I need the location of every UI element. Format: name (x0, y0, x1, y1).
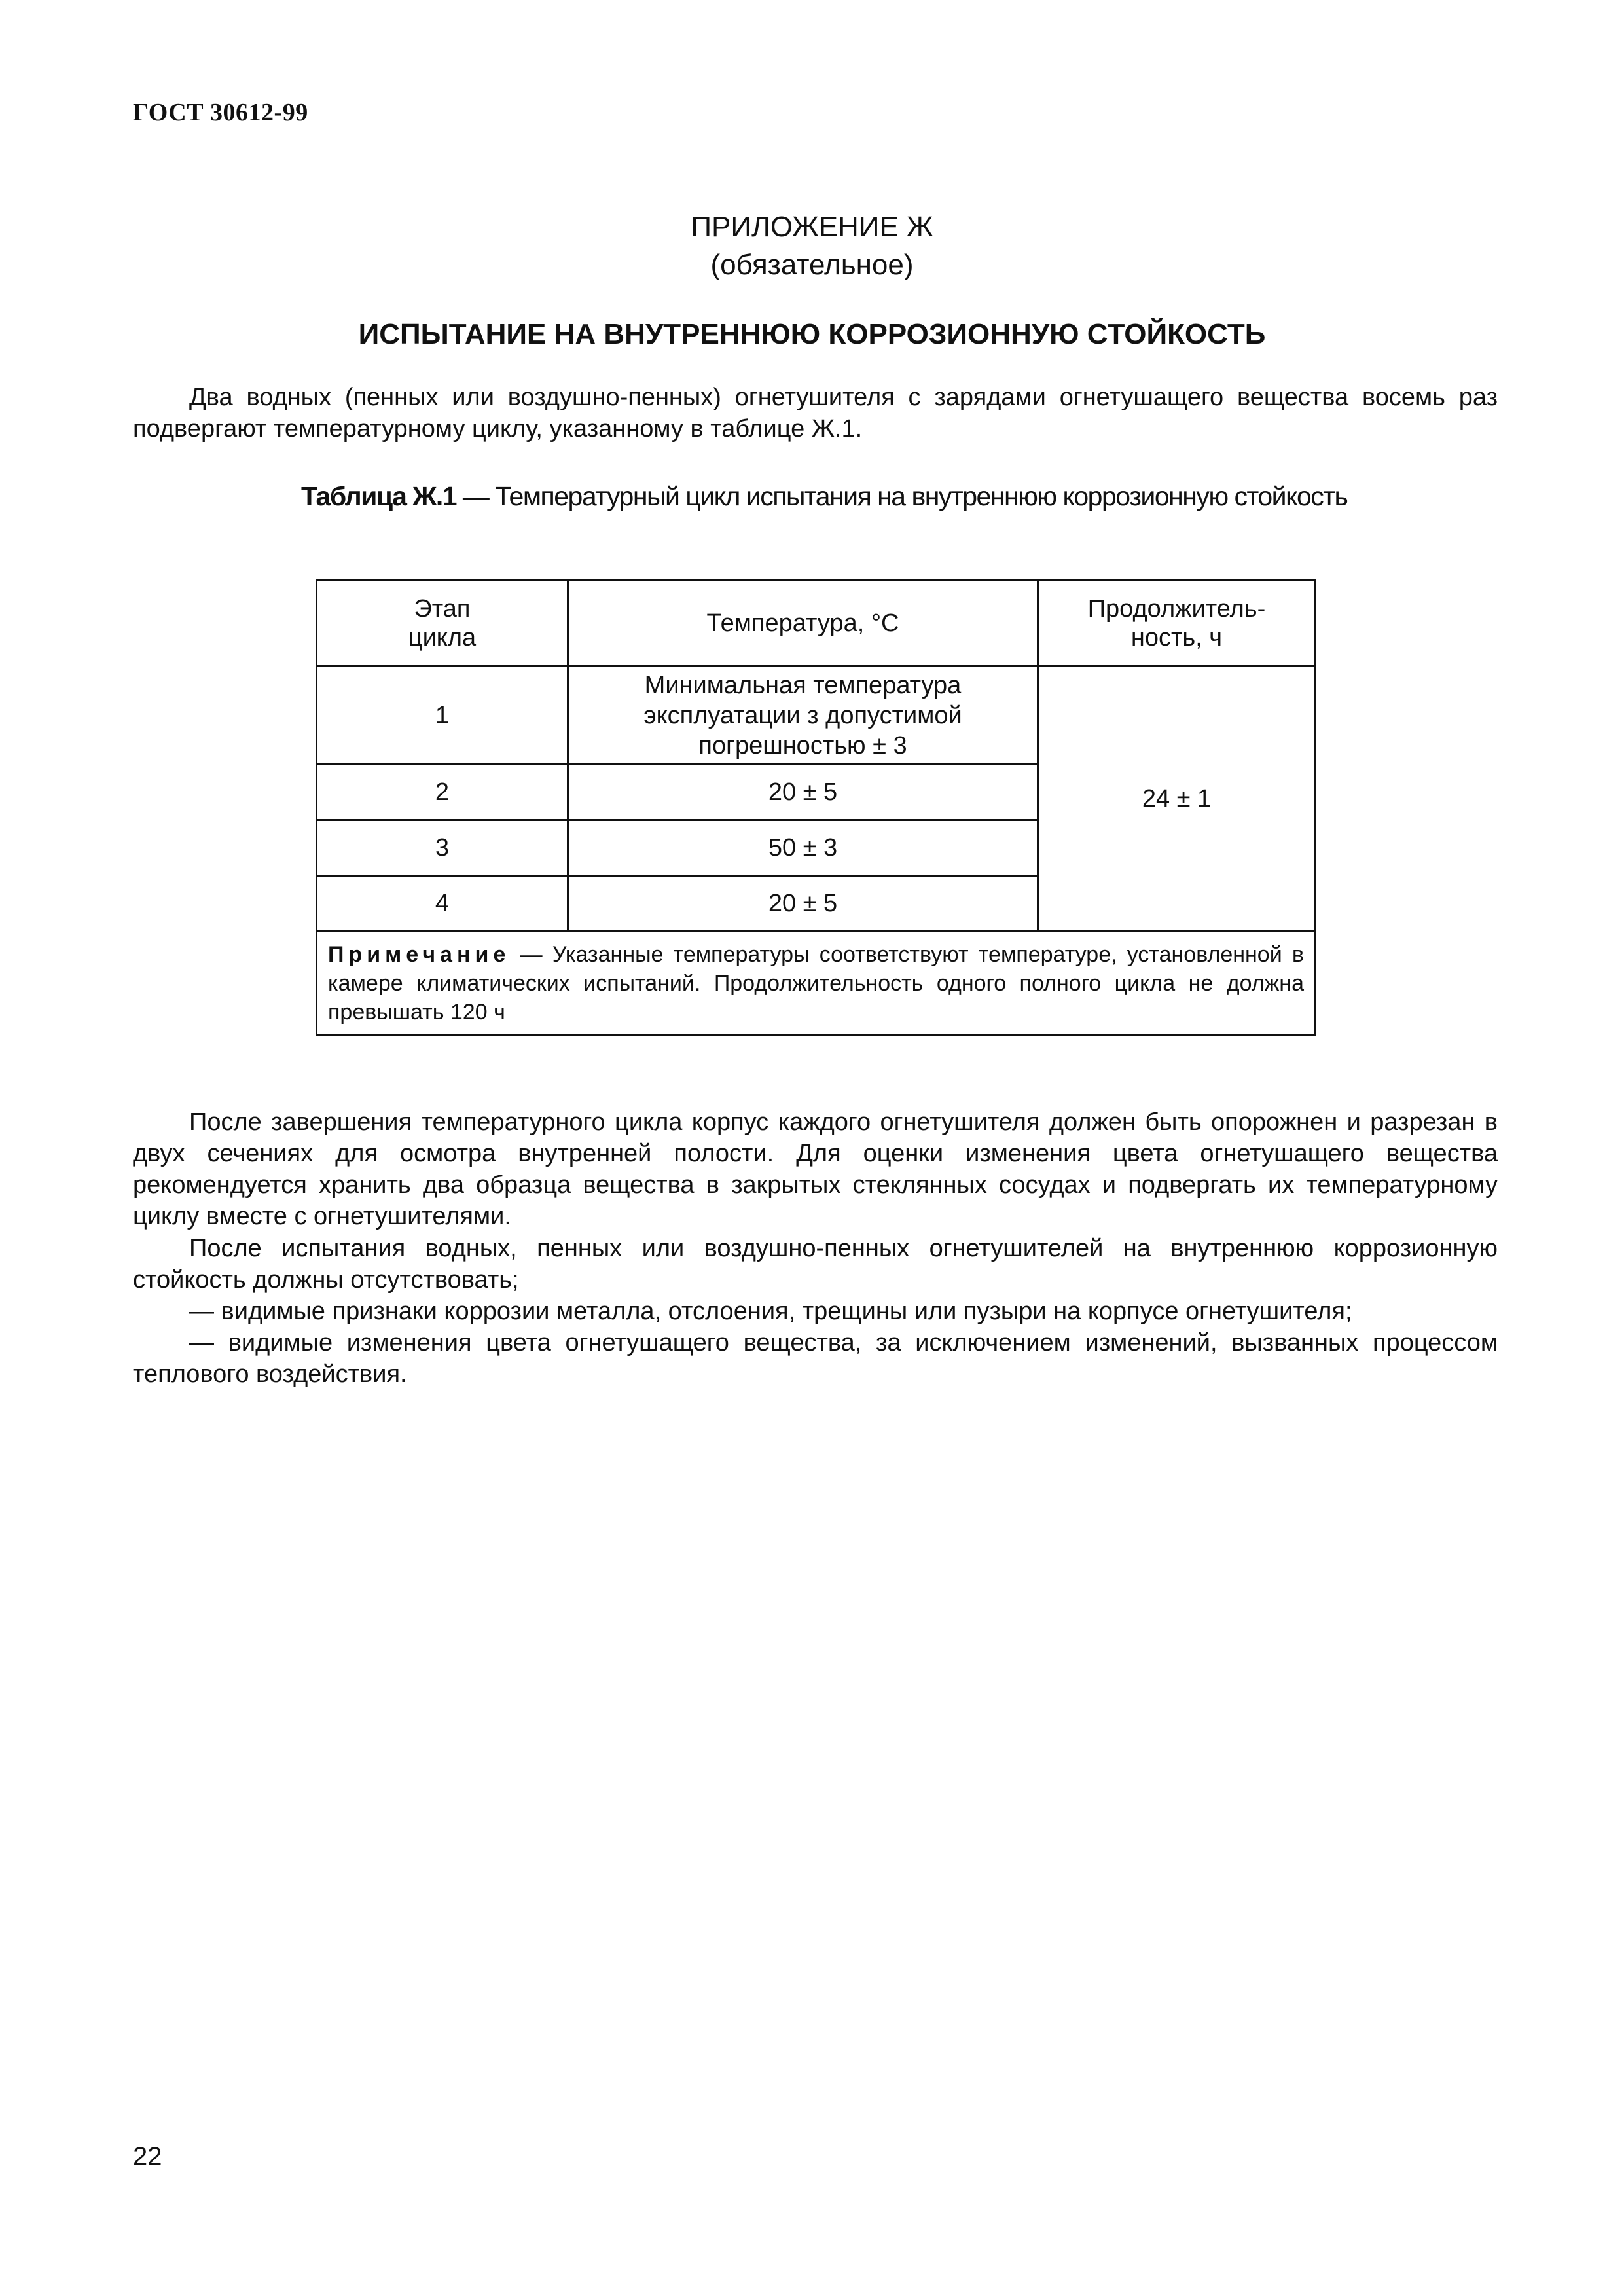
header-duration (1038, 581, 1316, 666)
page-number: 22 (133, 2142, 162, 2171)
table-header-row (317, 581, 1316, 666)
header-duration-text: Продолжитель-ность, ч (1087, 595, 1266, 651)
header-stage-text: Этап цикла (408, 595, 477, 651)
header-stage (317, 581, 568, 666)
appendix-status: (обязательное) (710, 249, 914, 281)
body-paragraph-1: После завершения температурного цикла корпус каждого огнетушителя должен быть опорожнен и разрезан в двух сечениях для осмотра внутренней полости. Для оценки изменения цвета огнетушащего вещества рекомендуется хранить два образца вещества в закрытых стеклянных сосудах и подвергать их температурному циклу вместе с огнетушителями. (133, 1108, 1498, 1230)
temperature-cell (568, 666, 1038, 765)
appendix-heading (0, 208, 1624, 284)
appendix-label: ПРИЛОЖЕНИЕ Ж (691, 211, 933, 243)
section-title: ИСПЫТАНИЕ НА ВНУТРЕННЮЮ КОРРОЗИОННУЮ СТОЙКОСТЬ (358, 318, 1266, 350)
temperature-cell: 20 ± 5 (568, 765, 1038, 820)
table-caption-text: — Температурный цикл испытания на внутреннюю коррозионную стойкость (456, 481, 1348, 511)
duration-cell: 24 ± 1 (1038, 666, 1316, 932)
body-paragraph-2: После испытания водных, пенных или воздушно-пенных огнетушителей на внутреннюю коррозионную стойкость должны отсутствовать; (133, 1235, 1498, 1294)
temperature-cell: 20 ± 5 (568, 876, 1038, 932)
note-text: — Указанные температуры соответствуют температуре, установленной в камере климатических испытаний. Продолжительность одного полного цикла не должна превышать 120 ч (328, 942, 1304, 1025)
temperature-cycle-table (316, 579, 1316, 1036)
list-item-2: — видимые изменения цвета огнетушащего вещества, за исключением изменений, вызванных процессом теплового воздействия. (133, 1329, 1498, 1388)
table-caption-label: Таблица Ж.1 (301, 481, 457, 511)
document-code: ГОСТ 30612-99 (133, 99, 308, 126)
stage-cell: 2 (317, 765, 568, 820)
list-item-1: — видимые признаки коррозии металла, отслоения, трещины или пузыри на корпусе огнетушителя; (189, 1298, 1352, 1325)
stage-cell: 4 (317, 876, 568, 932)
note-label: Примечание (328, 942, 511, 967)
table-caption (301, 481, 1506, 512)
intro-paragraph: Два водных (пенных или воздушно-пенных) огнетушителя с зарядами огнетушащего вещества восемь раз подвергают температурному циклу, указанному в таблице Ж.1. (133, 384, 1498, 443)
header-temperature: Температура, °С (568, 581, 1038, 666)
stage-cell: 1 (317, 666, 568, 765)
table-note (317, 932, 1316, 1036)
temperature-text: Минимальная температура эксплуатации з допустимой погрешностью ± 3 (643, 671, 962, 759)
table-row (317, 666, 1316, 765)
temperature-cell: 50 ± 3 (568, 820, 1038, 876)
stage-cell: 3 (317, 820, 568, 876)
table-note-row (317, 932, 1316, 1036)
